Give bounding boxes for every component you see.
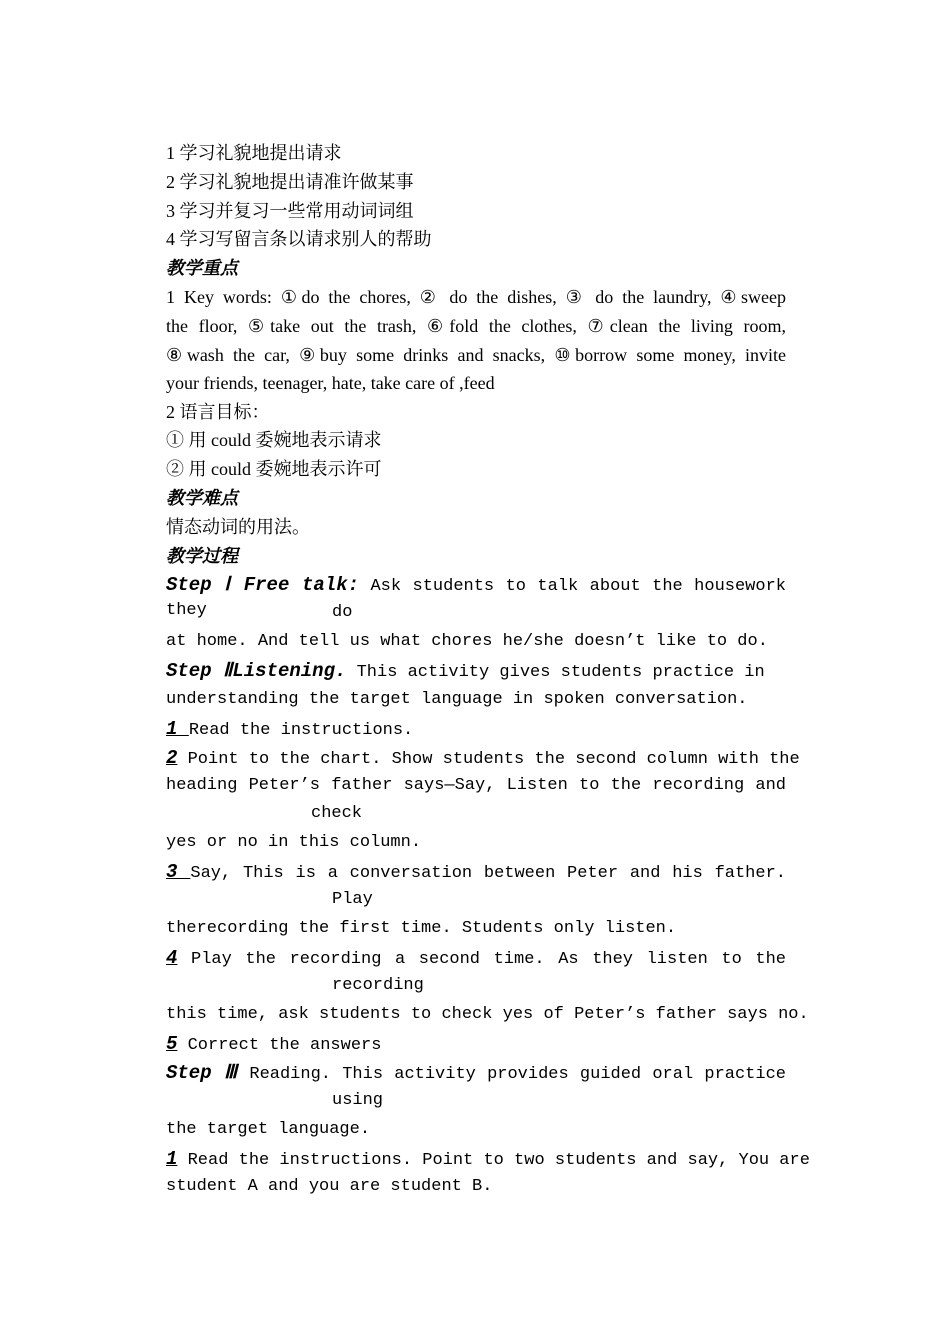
step3-item-1-number: 1 [166, 1148, 178, 1170]
step1-text: Ask students to talk about the housework they [166, 577, 786, 620]
difficulty-text: 情态动词的用法。 [166, 517, 310, 537]
step2-item-2-number: 2 [166, 747, 178, 769]
process-heading: 教学过程 [166, 546, 238, 566]
step2-item-4 [166, 946, 786, 972]
step3-text: Reading. This activity provides guided oral practice [238, 1065, 786, 1084]
objective-3: 3 学习并复习一些常用动词词组 [166, 201, 414, 221]
step2-item-5 [166, 1032, 381, 1058]
step2-item-3-wrap: Play [332, 890, 373, 909]
step2-item-3-text: Say, This is a conversation between Peter and his father. [190, 864, 786, 883]
objective-1: 1 学习礼貌地提出请求 [166, 143, 342, 163]
step2-item-1-text: Read the instructions. [188, 721, 414, 740]
step2-item-1-number: 1 [166, 718, 189, 740]
step3-line-2: the target language. [166, 1120, 371, 1139]
step1-wrap: do [332, 603, 353, 622]
key-words-line-1: 1 Key words: ①do the chores, ② do the dishes, ③ do the laundry, ④sweep [166, 287, 786, 307]
key-words-line-3: ⑧wash the car, ⑨buy some drinks and snacks, ⑩borrow some money, invite [166, 345, 786, 365]
objective-4: 4 学习写留言条以请求别人的帮助 [166, 229, 432, 249]
step2-item-4-wrap: recording [332, 976, 424, 995]
step1-line-2: at home. And tell us what chores he/she doesn’t like to do. [166, 632, 768, 651]
step3-item-1-text: Read the instructions. Point to two students and say, You are [177, 1151, 810, 1170]
step2-item-2-line-3: yes or no in this column. [166, 833, 422, 852]
difficulty-heading: 教学难点 [166, 488, 238, 508]
step2-item-4-text: Play the recording a second time. As they listen to the [177, 950, 786, 969]
step2-text: This activity gives students practice in [346, 663, 765, 682]
language-goal-1: ① 用 could 委婉地表示请求 [166, 430, 382, 450]
step2-item-2-text: Point to the chart. Show students the second column with the [177, 750, 800, 769]
step1-line-1 [166, 573, 786, 623]
step2-item-3 [166, 860, 786, 886]
step2-item-3-number: 3 [166, 861, 191, 883]
step2-item-5-number: 5 [166, 1033, 178, 1055]
step3-item-1 [166, 1147, 810, 1173]
step2-item-2-line-2: heading Peter’s father says—Say, Listen to the recording and [166, 776, 786, 795]
step2-line-1 [166, 659, 765, 685]
objective-2: 2 学习礼貌地提出请准许做某事 [166, 172, 414, 192]
step2-line-2: understanding the target language in spoken conversation. [166, 690, 748, 709]
step3-item-1-line-2: student A and you are student B. [166, 1177, 493, 1196]
step3-line-1 [166, 1061, 786, 1087]
step2-item-2-wrap: check [311, 804, 363, 823]
step2-item-4-number: 4 [166, 947, 178, 969]
step2-label: Step ⅡListening. [166, 660, 347, 682]
key-words-line-2: the floor, ⑤take out the trash, ⑥fold the clothes, ⑦clean the living room, [166, 316, 786, 336]
step1-label: Step Ⅰ Free talk: [166, 574, 360, 596]
language-goal-2: ② 用 could 委婉地表示许可 [166, 459, 382, 479]
step3-label: Step Ⅲ [166, 1062, 239, 1084]
key-words-line-4: your friends, teenager, hate, take care of ,feed [166, 373, 495, 393]
step2-item-5-text: Correct the answers [177, 1036, 382, 1055]
step2-item-1 [166, 717, 413, 743]
key-points-heading: 教学重点 [166, 258, 238, 278]
step2-item-4-line-2: this time, ask students to check yes of Peter’s father says no. [166, 1005, 809, 1024]
step3-wrap: using [332, 1091, 384, 1110]
language-goal-label: 2 语言目标： [166, 402, 270, 422]
step2-item-2 [166, 746, 800, 772]
step2-item-3-line-2: therecording the first time. Students only listen. [166, 919, 677, 938]
